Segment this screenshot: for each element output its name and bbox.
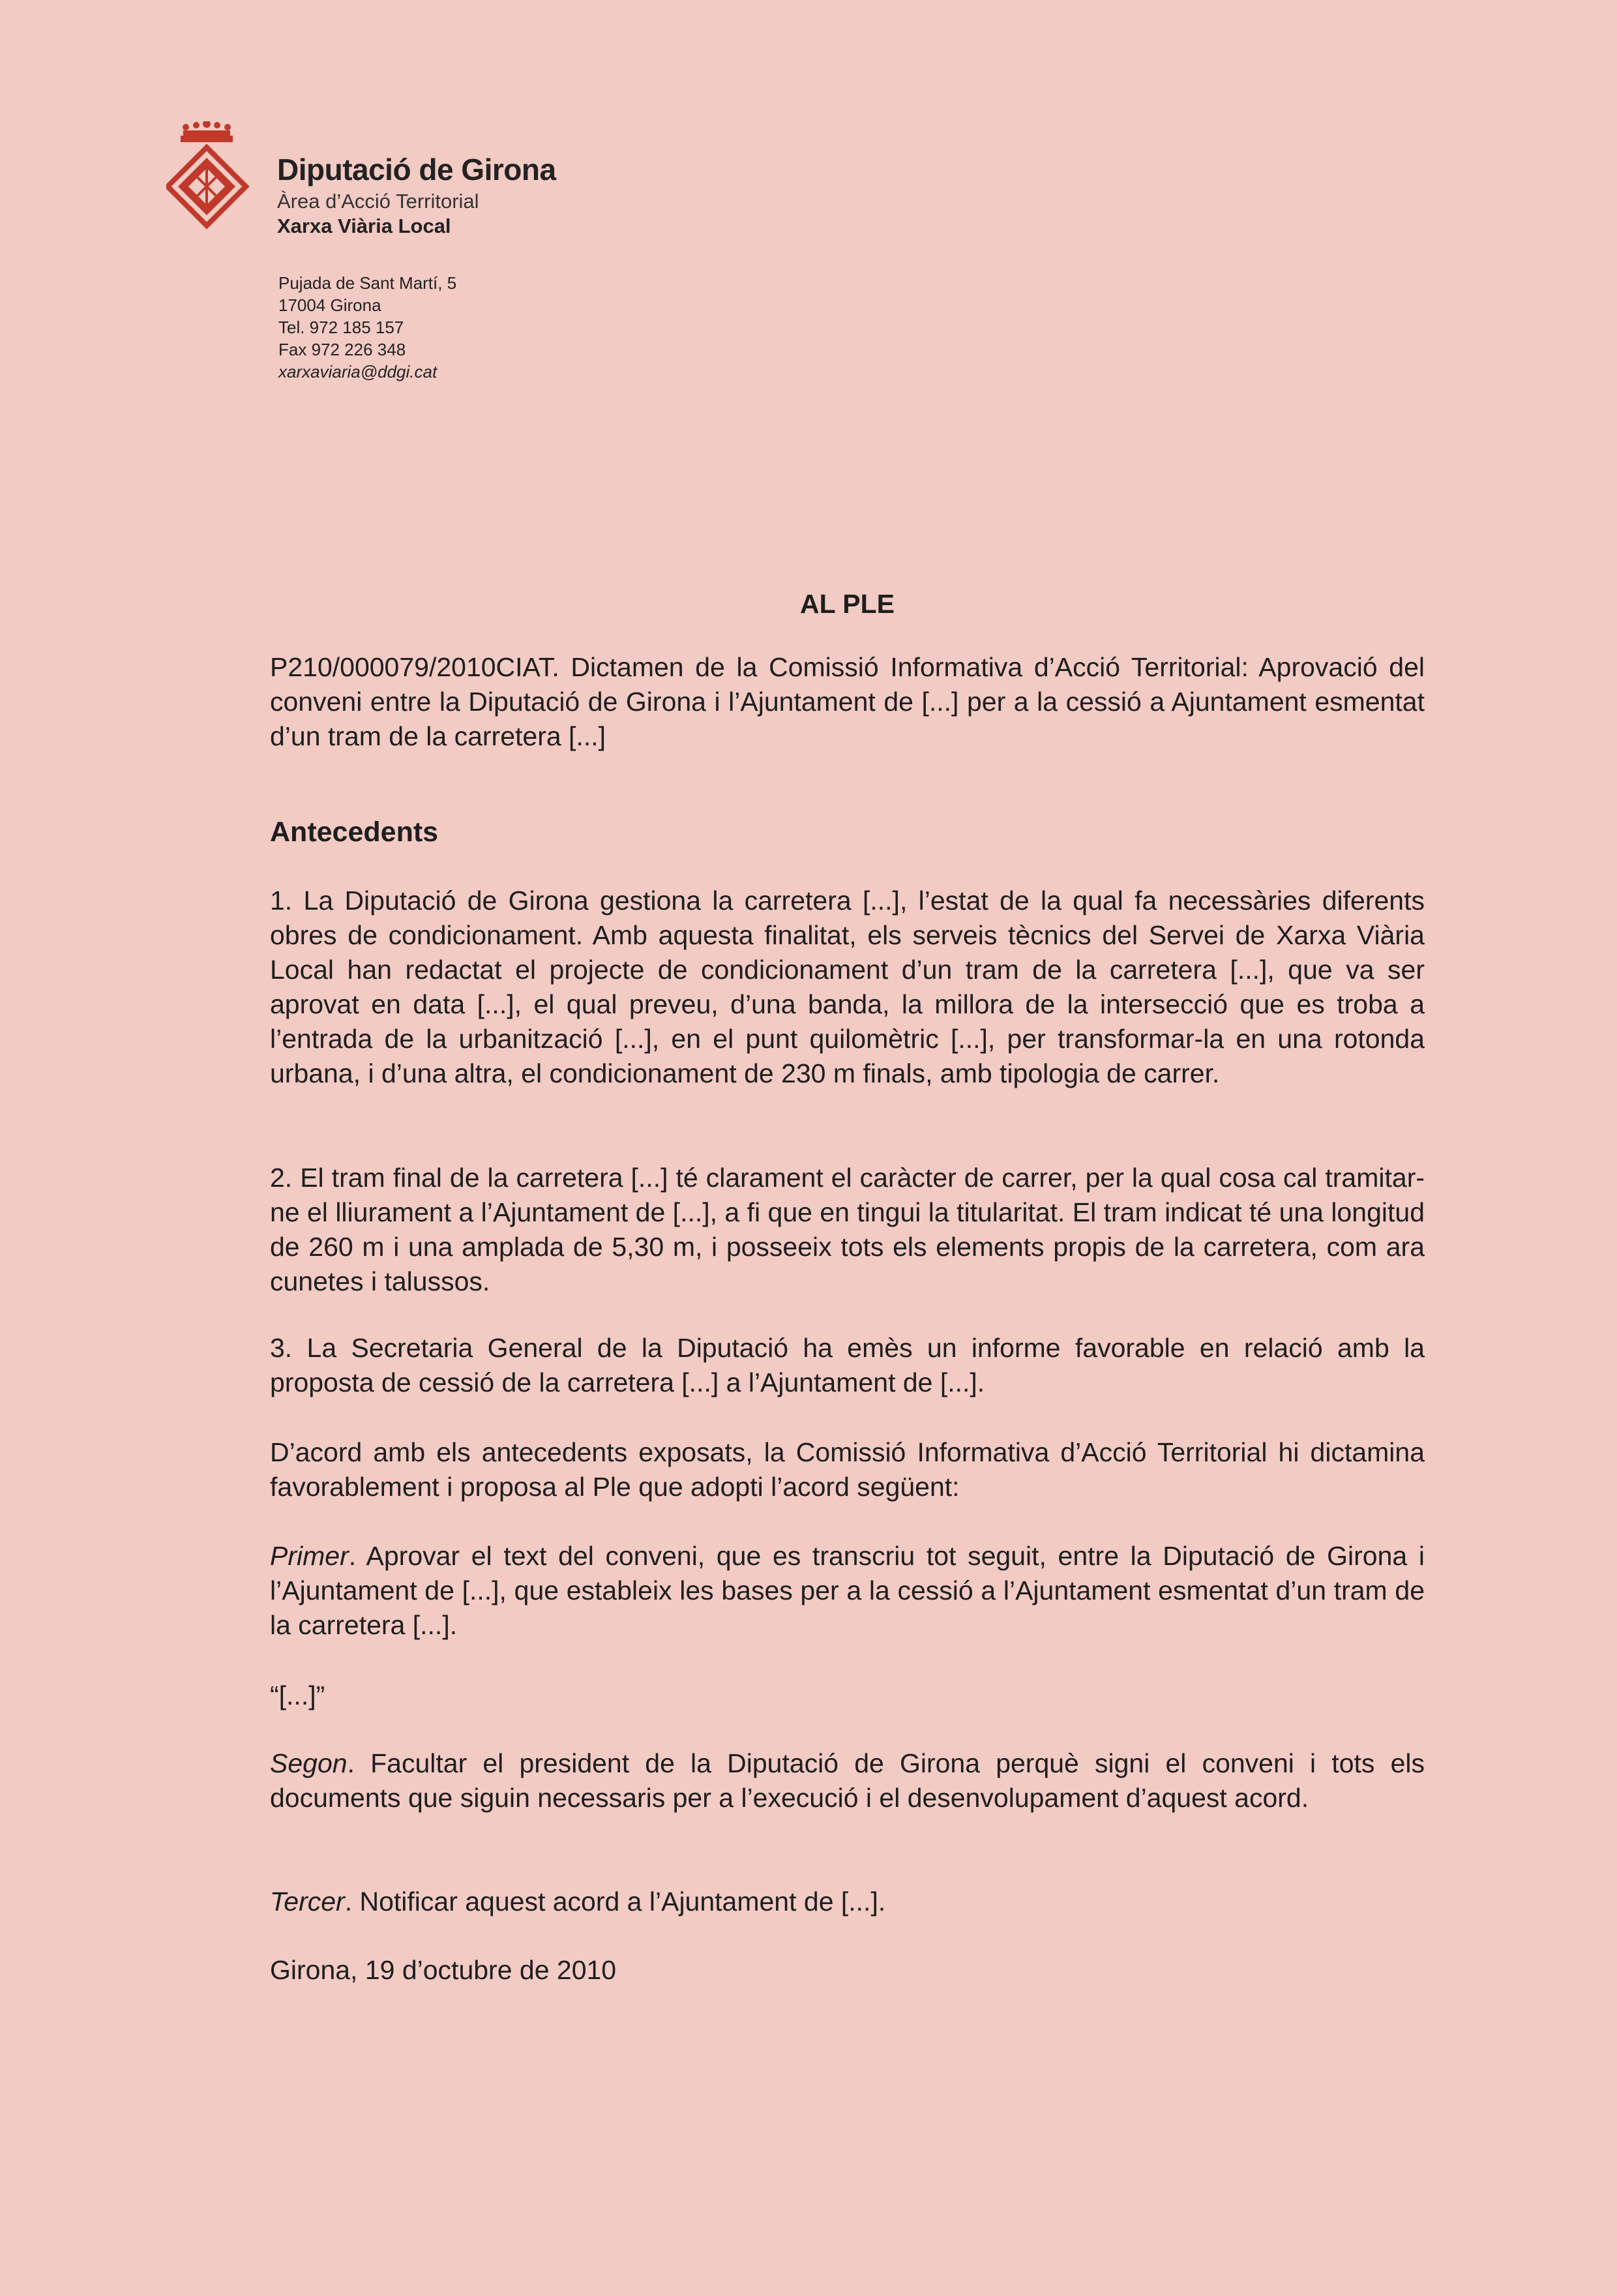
antecedent-3: 3. La Secretaria General de la Diputació ha emès un informe favorable en relació amb la proposta de cessió de la carretera [...] a l’Ajuntament de [...]. — [270, 1333, 1425, 1397]
tercer-label: Tercer — [270, 1886, 345, 1916]
address-fax: Fax 972 226 348 — [278, 340, 406, 359]
tercer-text: . Notificar aquest acord a l’Ajuntament de [...]. — [344, 1886, 886, 1916]
address-block — [278, 272, 456, 383]
agreement-tercer — [270, 1885, 1425, 1919]
primer-label: Primer — [270, 1541, 349, 1571]
organization-block — [277, 151, 556, 239]
antecedent-1: 1. La Diputació de Girona gestiona la carretera [...], l’estat de la qual fa necessàries diferents obres de condicionament. Amb aquesta finalitat, els serveis tècnics del Servei de Xarxa Viària Local han redactat el projecte de condicionament d’un tram de la carretera [...], que va ser aprovat en data [...], el qual preveu, d’una banda, la millora de la intersecció que es troba a l’entrada de la urbanització [...], en el punt quilomètric [...], per transformar-la en una rotonda urbana, i d’una altra, el condicionament de 230 m finals, amb tipologia de carrer. — [270, 886, 1425, 1088]
segon-label: Segon — [270, 1748, 348, 1778]
coat-of-arms-icon — [166, 121, 290, 245]
document-subject: P210/000079/2010CIAT. Dictamen de la Comissió Informativa d’Acció Territorial: Aprovació del conveni entre la Diputació de Girona i l’Ajuntament de [...] per a la cessió a Ajuntament esmentat d’un tram de la carretera [...] — [270, 652, 1425, 751]
area-name: Àrea d’Acció Territorial — [277, 190, 479, 213]
segon-text: . Facultar el president de la Diputació de Girona perquè signi el conveni i tots els documents que siguin necessaris per a l’execució i el desenvolupament d’aquest acord. — [270, 1748, 1425, 1813]
address-street: Pujada de Sant Martí, 5 — [278, 273, 457, 293]
document-date: Girona, 19 d’octubre de 2010 — [270, 1955, 617, 1985]
primer-text: . Aprovar el text del conveni, que es transcriu tot seguit, entre la Diputació de Girona i l’Ajuntament de [...], que estableix les bases per a la cessió a l’Ajuntament esmentat d’un tram de la carretera [...]. — [270, 1541, 1425, 1640]
organization-name: Diputació de Girona — [277, 153, 556, 186]
proposal-intro: D’acord amb els antecedents exposats, la Comissió Informativa d’Acció Territorial hi dictamina favorablement i proposa al Ple que adopti l’acord següent: — [270, 1437, 1425, 1502]
address-email[interactable]: xarxaviaria@ddgi.cat — [278, 362, 438, 381]
address-city: 17004 Girona — [278, 295, 381, 315]
antecedent-2: 2. El tram final de la carretera [...] té clarament el caràcter de carrer, per la qual cosa cal tramitar-ne el lliurament a l’Ajuntament de [...], a fi que en tingui la titularitat. El tram indicat té una longitud de 260 m i una amplada de 5,30 m, i posseeix tots els elements propis de la carretera, com ara cunetes i talussos. — [270, 1163, 1425, 1296]
unit-name: Xarxa Viària Local — [277, 215, 451, 237]
antecedents-heading: Antecedents — [270, 816, 439, 848]
document-title: AL PLE — [799, 589, 895, 619]
agreement-primer — [270, 1539, 1425, 1643]
address-tel: Tel. 972 185 157 — [278, 318, 404, 337]
agreement-segon — [270, 1746, 1425, 1815]
convention-quote: “[...]” — [270, 1680, 325, 1710]
